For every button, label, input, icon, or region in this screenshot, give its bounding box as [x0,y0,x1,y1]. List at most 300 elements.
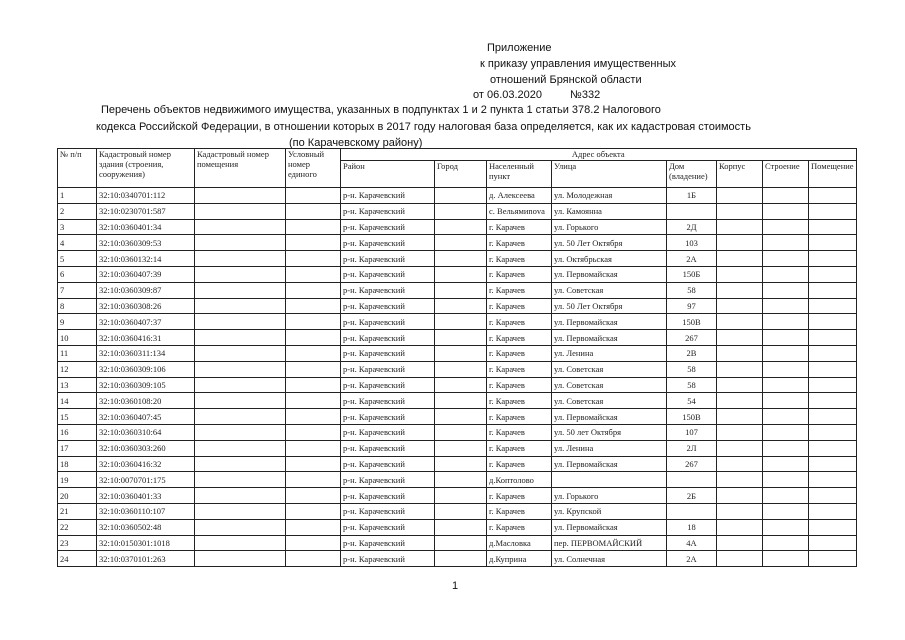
cell-street: ул. Крупской [552,503,667,519]
cell-num: 14 [58,393,97,409]
header-line-1: Приложение [487,42,552,54]
cell-pomeshchenie [809,377,857,393]
cell-num: 12 [58,361,97,377]
cell-district: р-н. Карачевский [341,503,435,519]
cell-city [435,535,487,551]
cell-house: 1Б [667,188,717,204]
cell-cad-building: 32:10:0360309:105 [97,377,195,393]
cell-house: 267 [667,456,717,472]
cell-cond-num [286,330,341,346]
cell-city [435,235,487,251]
table-row [58,488,857,504]
cell-cad-building: 32:10:0370101:263 [97,551,195,567]
cell-cad-room [195,472,286,488]
cell-cad-building: 32:10:0360401:33 [97,488,195,504]
cell-num: 13 [58,377,97,393]
cell-house [667,503,717,519]
cell-cad-room [195,235,286,251]
cell-cond-num [286,551,341,567]
col-city: Город [435,161,487,188]
cell-pomeshchenie [809,219,857,235]
cell-num: 17 [58,440,97,456]
cell-district: р-н. Карачевский [341,298,435,314]
cell-city [435,377,487,393]
table-row [58,314,857,330]
cell-locality: г. Карачев [487,361,552,377]
col-district: Район [341,161,435,188]
table-row [58,535,857,551]
cell-num: 11 [58,345,97,361]
cell-street: ул. Ленина [552,345,667,361]
cell-cad-room [195,440,286,456]
cell-district: р-н. Карачевский [341,266,435,282]
cell-district: р-н. Карачевский [341,488,435,504]
cell-cond-num [286,519,341,535]
cell-pomeshchenie [809,393,857,409]
cell-korpus [717,235,763,251]
cell-house: 2Л [667,440,717,456]
cell-cad-room [195,519,286,535]
cell-cond-num [286,488,341,504]
cell-cad-building: 32:10:0360132:14 [97,251,195,267]
cell-cond-num [286,393,341,409]
cell-city [435,219,487,235]
cell-locality: д.Куприна [487,551,552,567]
cell-house: 54 [667,393,717,409]
cell-cad-room [195,298,286,314]
cell-cond-num [286,377,341,393]
cell-street: ул. Советская [552,361,667,377]
cell-num: 22 [58,519,97,535]
cell-stroenie [763,377,809,393]
cell-stroenie [763,330,809,346]
cell-city [435,298,487,314]
table-row [58,551,857,567]
table-row [58,361,857,377]
cell-cond-num [286,456,341,472]
cell-locality: г. Карачев [487,519,552,535]
cell-stroenie [763,314,809,330]
col-num: № п/п [58,149,97,188]
cell-pomeshchenie [809,251,857,267]
cell-district: р-н. Карачевский [341,188,435,204]
cell-pomeshchenie [809,472,857,488]
cell-num: 5 [58,251,97,267]
cell-cond-num [286,345,341,361]
cell-num: 6 [58,266,97,282]
cell-cad-building: 32:10:0360407:39 [97,266,195,282]
cell-korpus [717,519,763,535]
cell-stroenie [763,424,809,440]
title-line-1: Перечень объектов недвижимого имущества, указанных в подпунктах 1 и 2 пункта 1 статьи 378.2 Налогового [101,104,661,116]
table-row [58,298,857,314]
cell-stroenie [763,219,809,235]
cell-cad-building: 32:10:0360309:106 [97,361,195,377]
cell-korpus [717,314,763,330]
table-row [58,377,857,393]
cell-cond-num [286,282,341,298]
cell-stroenie [763,551,809,567]
cell-pomeshchenie [809,440,857,456]
cell-district: р-н. Карачевский [341,235,435,251]
order-date: от 06.03.2020 [473,89,543,101]
cell-cond-num [286,298,341,314]
cell-street: ул. Первомайская [552,266,667,282]
cell-city [435,345,487,361]
cell-num: 4 [58,235,97,251]
cell-city [435,361,487,377]
col-street: Улица [552,161,667,188]
cell-house: 267 [667,330,717,346]
table-row [58,424,857,440]
cell-city [435,456,487,472]
cell-locality: г. Карачев [487,266,552,282]
cell-pomeshchenie [809,235,857,251]
cell-locality: г. Карачев [487,314,552,330]
cell-locality: г. Карачев [487,456,552,472]
cell-locality: д. Алексеева [487,188,552,204]
cell-cad-room [195,330,286,346]
cell-district: р-н. Карачевский [341,361,435,377]
cell-locality: г. Карачев [487,282,552,298]
cell-cond-num [286,314,341,330]
cell-num: 18 [58,456,97,472]
cell-stroenie [763,535,809,551]
cell-street: ул. Молодежная [552,188,667,204]
cell-district: р-н. Карачевский [341,330,435,346]
cell-cad-building: 32:10:0340701:112 [97,188,195,204]
cell-district: р-н. Карачевский [341,456,435,472]
cell-pomeshchenie [809,503,857,519]
cell-city [435,282,487,298]
cell-cad-room [195,503,286,519]
col-address: Адрес объекта [341,149,857,161]
cell-pomeshchenie [809,519,857,535]
cell-num: 23 [58,535,97,551]
cell-city [435,330,487,346]
cell-district: р-н. Карачевский [341,409,435,425]
cell-num: 16 [58,424,97,440]
cell-korpus [717,377,763,393]
cell-num: 10 [58,330,97,346]
cell-stroenie [763,203,809,219]
cell-pomeshchenie [809,361,857,377]
cell-korpus [717,424,763,440]
table-row [58,519,857,535]
table-row [58,330,857,346]
cell-house: 2В [667,345,717,361]
cell-korpus [717,203,763,219]
cell-pomeshchenie [809,298,857,314]
cell-korpus [717,551,763,567]
col-cad-room: Кадастровый номер помещения [195,149,286,188]
cell-house: 150Б [667,266,717,282]
cell-korpus [717,503,763,519]
cell-pomeshchenie [809,314,857,330]
cell-cad-room [195,361,286,377]
cell-street: ул. 50 лет Октября [552,424,667,440]
page-number: 1 [452,580,459,592]
cell-korpus [717,361,763,377]
cell-locality: г. Карачев [487,409,552,425]
table-row [58,235,857,251]
cell-street: ул. Ленина [552,440,667,456]
cell-city [435,409,487,425]
cell-locality: д.Масловка [487,535,552,551]
cell-num: 21 [58,503,97,519]
cell-cond-num [286,440,341,456]
table-row [58,345,857,361]
cell-cad-building: 32:10:0360416:31 [97,330,195,346]
cell-street: ул. Первомайская [552,456,667,472]
cell-stroenie [763,266,809,282]
cell-cond-num [286,424,341,440]
cell-korpus [717,345,763,361]
cell-stroenie [763,488,809,504]
cell-num: 20 [58,488,97,504]
cell-city [435,472,487,488]
objects-table [57,148,857,567]
cell-cad-building: 32:10:0230701:587 [97,203,195,219]
cell-city [435,188,487,204]
cell-city [435,424,487,440]
cell-district: р-н. Карачевский [341,219,435,235]
cell-cad-room [195,393,286,409]
cell-house: 150В [667,314,717,330]
cell-house: 2Б [667,488,717,504]
cell-num: 1 [58,188,97,204]
cell-cad-room [195,266,286,282]
cell-num: 3 [58,219,97,235]
cell-cond-num [286,235,341,251]
cell-stroenie [763,298,809,314]
table-row [58,203,857,219]
cell-pomeshchenie [809,330,857,346]
cell-house [667,472,717,488]
cell-korpus [717,440,763,456]
cell-district: р-н. Карачевский [341,535,435,551]
cell-korpus [717,535,763,551]
cell-korpus [717,330,763,346]
cell-korpus [717,266,763,282]
table-row [58,188,857,204]
table-row [58,456,857,472]
cell-cad-room [195,345,286,361]
cell-street: пер. ПЕРВОМАЙСКИЙ [552,535,667,551]
cell-stroenie [763,251,809,267]
cell-stroenie [763,235,809,251]
table-row [58,266,857,282]
cell-house [667,203,717,219]
cell-cad-room [195,424,286,440]
cell-city [435,251,487,267]
cell-city [435,488,487,504]
table-row [58,409,857,425]
cell-num: 15 [58,409,97,425]
cell-locality: г. Карачев [487,440,552,456]
cell-pomeshchenie [809,424,857,440]
cell-street: ул. Советская [552,377,667,393]
cell-locality: г. Карачев [487,488,552,504]
cell-stroenie [763,456,809,472]
cell-street: ул. Горького [552,488,667,504]
cell-cond-num [286,503,341,519]
cell-locality: г. Карачев [487,377,552,393]
cell-pomeshchenie [809,188,857,204]
cell-street: ул. 50 Лет Октября [552,298,667,314]
cell-locality: г. Карачев [487,503,552,519]
cell-street: ул. Советская [552,282,667,298]
cell-city [435,503,487,519]
cell-district: р-н. Карачевский [341,551,435,567]
cell-cond-num [286,361,341,377]
cell-cad-room [195,409,286,425]
cell-district: р-н. Карачевский [341,282,435,298]
col-cad-building: Кадастровый номер здания (строения, сооружения) [97,149,195,188]
cell-cad-building: 32:10:0360407:45 [97,409,195,425]
col-pomeshchenie: Помещение [809,161,857,188]
cell-street: ул. Советская [552,393,667,409]
table-row [58,472,857,488]
col-house: Дом (владение) [667,161,717,188]
cell-cad-building: 32:10:0360110:107 [97,503,195,519]
cell-locality: д.Коптолово [487,472,552,488]
cell-cond-num [286,472,341,488]
cell-cad-room [195,488,286,504]
cell-district: р-н. Карачевский [341,377,435,393]
cell-stroenie [763,345,809,361]
cell-korpus [717,409,763,425]
cell-num: 19 [58,472,97,488]
cell-pomeshchenie [809,203,857,219]
cell-house: 103 [667,235,717,251]
cell-stroenie [763,282,809,298]
cell-locality: г. Карачев [487,424,552,440]
cell-cond-num [286,251,341,267]
cell-cond-num [286,266,341,282]
order-date-number [473,88,600,102]
cell-street: ул. Первомайская [552,409,667,425]
cell-street [552,472,667,488]
cell-cad-room [195,203,286,219]
cell-cad-room [195,251,286,267]
cell-cad-room [195,456,286,472]
cell-cad-room [195,535,286,551]
cell-city [435,314,487,330]
title-line-3: (по Карачевскому району) [289,137,423,149]
cell-cad-building: 32:10:0150301:1018 [97,535,195,551]
cell-korpus [717,219,763,235]
cell-cad-building: 32:10:0360309:87 [97,282,195,298]
title-line-2: кодекса Российской Федерации, в отношении которых в 2017 году налоговая база определяется, как их кадастровая стоимость [96,121,751,133]
cell-cond-num [286,219,341,235]
cell-pomeshchenie [809,266,857,282]
cell-cad-room [195,314,286,330]
cell-korpus [717,472,763,488]
cell-cad-room [195,188,286,204]
cell-district: р-н. Карачевский [341,251,435,267]
cell-district: р-н. Карачевский [341,519,435,535]
header-line-3: отношений Брянской области [490,74,642,86]
cell-locality: г. Карачев [487,393,552,409]
cell-stroenie [763,472,809,488]
cell-cond-num [286,535,341,551]
cell-street: ул. 50 Лет Октября [552,235,667,251]
cell-cad-building: 32:10:0360401:34 [97,219,195,235]
col-stroenie: Строение [763,161,809,188]
cell-house: 97 [667,298,717,314]
table-row [58,503,857,519]
cell-street: ул. Горького [552,219,667,235]
cell-cad-building: 32:10:0360407:37 [97,314,195,330]
cell-district: р-н. Карачевский [341,424,435,440]
cell-cad-building: 32:10:0360416:32 [97,456,195,472]
cell-street: ул. Первомайская [552,330,667,346]
cell-korpus [717,188,763,204]
cell-stroenie [763,393,809,409]
cell-house: 4А [667,535,717,551]
cell-pomeshchenie [809,488,857,504]
cell-city [435,266,487,282]
cell-district: р-н. Карачевский [341,314,435,330]
cell-house: 2А [667,551,717,567]
cell-korpus [717,393,763,409]
cell-cad-building: 32:10:0360308:26 [97,298,195,314]
table-row [58,282,857,298]
cell-pomeshchenie [809,551,857,567]
cell-city [435,203,487,219]
cell-city [435,519,487,535]
cell-city [435,551,487,567]
order-number: №332 [570,89,601,101]
cell-street: ул. Первомайская [552,314,667,330]
cell-cad-room [195,282,286,298]
cell-street: ул. Октябрьская [552,251,667,267]
cell-locality: г. Карачев [487,345,552,361]
cell-korpus [717,282,763,298]
cell-house: 2Д [667,219,717,235]
cell-locality: г. Карачев [487,330,552,346]
cell-num: 2 [58,203,97,219]
cell-cond-num [286,203,341,219]
cell-house: 2А [667,251,717,267]
cell-locality: г. Карачев [487,251,552,267]
cell-stroenie [763,188,809,204]
table-row [58,219,857,235]
cell-district: р-н. Карачевский [341,440,435,456]
cell-korpus [717,298,763,314]
cell-pomeshchenie [809,409,857,425]
cell-district: р-н. Карачевский [341,393,435,409]
cell-district: р-н. Карачевский [341,472,435,488]
cell-stroenie [763,503,809,519]
col-cond-num: Условный номер единого [286,149,341,188]
cell-cad-building: 32:10:0360311:134 [97,345,195,361]
cell-korpus [717,488,763,504]
table-row [58,251,857,267]
cell-cad-room [195,377,286,393]
cell-locality: с. Вельямиnova [487,203,552,219]
cell-cad-building: 32:10:0070701:175 [97,472,195,488]
cell-locality: г. Карачев [487,298,552,314]
cell-house: 58 [667,361,717,377]
cell-house: 150В [667,409,717,425]
cell-street: ул. Первомайская [552,519,667,535]
cell-house: 18 [667,519,717,535]
cell-cad-building: 32:10:0360502:48 [97,519,195,535]
table-row [58,393,857,409]
cell-pomeshchenie [809,282,857,298]
